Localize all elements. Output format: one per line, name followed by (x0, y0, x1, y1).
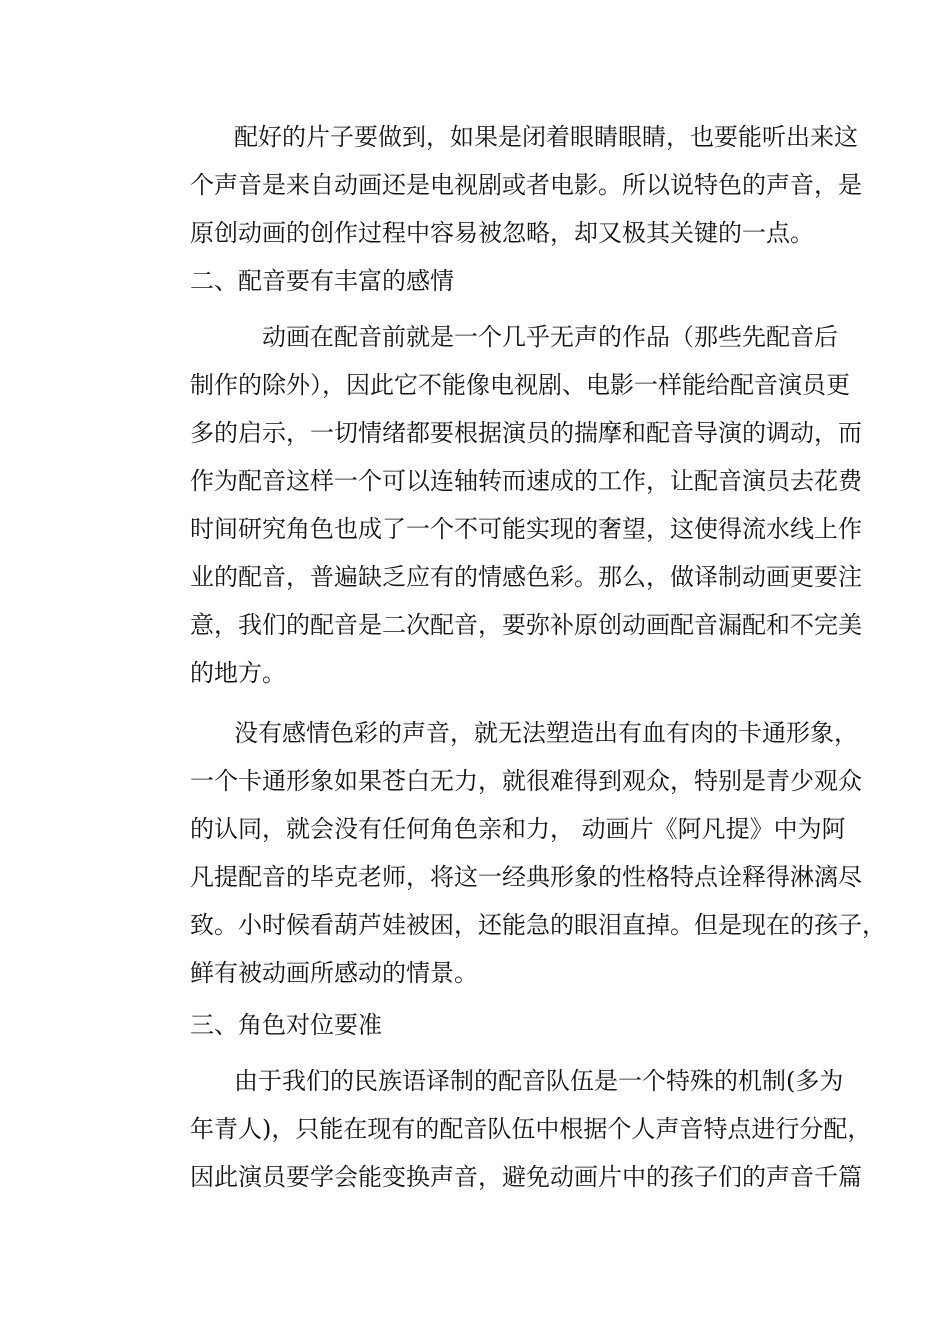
paragraph-1-line-1: 配好的片子要做到，如果是闭着眼睛眼睛，也要能听出来这 (234, 123, 858, 151)
paragraph-2-line-1: 动画在配音前就是一个几乎无声的作品（那些先配音后 (262, 323, 838, 351)
paragraph-2-line-4: 作为配音这样一个可以连轴转而速成的工作，让配音演员去花费 (190, 467, 862, 495)
paragraph-3-line-3: 的认同，就会没有任何角色亲和力， 动画片《阿凡提》中为阿 (190, 815, 846, 843)
paragraph-1-line-2: 个声音是来自动画还是电视剧或者电影。所以说特色的声音，是 (190, 171, 862, 199)
paragraph-2-line-7: 意，我们的配音是二次配音，要弥补原创动画配音漏配和不完美 (190, 611, 862, 639)
paragraph-3-line-6: 鲜有被动画所感动的情景。 (190, 959, 478, 987)
paragraph-2-line-3: 多的启示，一切情绪都要根据演员的揣摩和配音导演的调动，而 (190, 419, 862, 447)
paragraph-1-line-3: 原创动画的创作过程中容易被忽略，却又极其关键的一点。 (190, 219, 814, 247)
section-heading-2: 二、配音要有丰富的感情 (190, 267, 454, 295)
paragraph-4-line-3: 因此演员要学会能变换声音，避免动画片中的孩子们的声音千篇 (190, 1163, 862, 1191)
paragraph-3-line-5: 致。小时候看葫芦娃被困，还能急的眼泪直掉。但是现在的孩子， (190, 911, 886, 939)
paragraph-3-line-4: 凡提配音的毕克老师，将这一经典形象的性格特点诠释得淋漓尽 (190, 863, 862, 891)
paragraph-2-line-8: 的地方。 (190, 659, 286, 687)
section-heading-3: 三、角色对位要准 (190, 1011, 382, 1039)
paragraph-2-line-6: 业的配音，普遍缺乏应有的情感色彩。那么，做译制动画更要注 (190, 563, 862, 591)
paragraph-4-line-2: 年青人)，只能在现有的配音队伍中根据个人声音特点进行分配， (190, 1115, 872, 1143)
paragraph-3-line-2: 一个卡通形象如果苍白无力，就很难得到观众，特别是青少观众 (190, 767, 862, 795)
paragraph-2-line-2: 制作的除外），因此它不能像电视剧、电影一样能给配音演员更 (190, 371, 850, 399)
paragraph-4-line-1: 由于我们的民族语译制的配音队伍是一个特殊的机制(多为 (234, 1067, 844, 1095)
paragraph-2-line-5: 时间研究角色也成了一个不可能实现的奢望，这使得流水线上作 (190, 515, 862, 543)
paragraph-3-line-1: 没有感情色彩的声音，就无法塑造出有血有肉的卡通形象， (234, 719, 858, 747)
